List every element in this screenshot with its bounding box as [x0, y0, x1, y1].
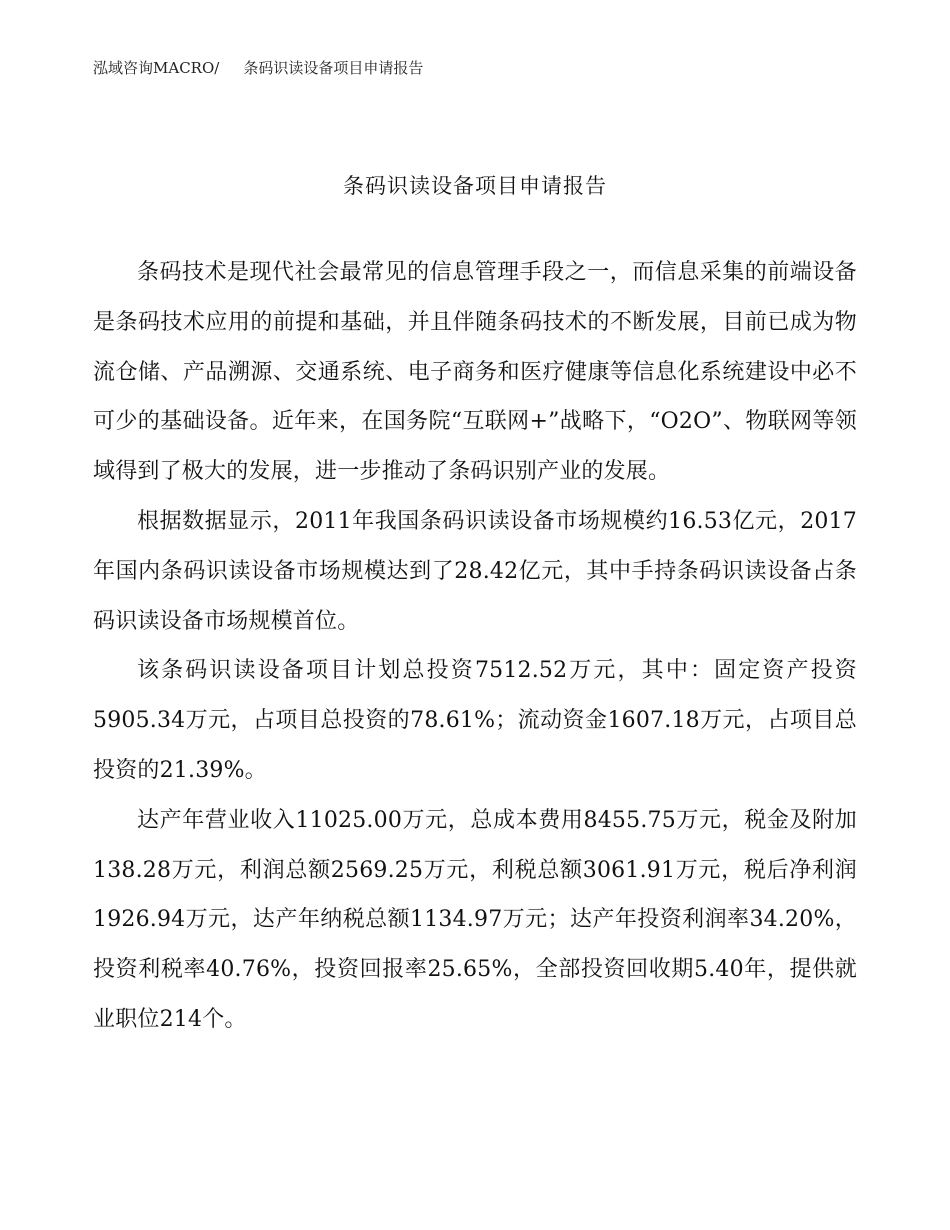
paragraph-market-size: 根据数据显示，2011年我国条码识读设备市场规模约16.53亿元，2017年国内条码识读设备市场规模达到了28.42亿元，其中手持条码识读设备占条码识读设备市场规模首位。 [93, 508, 857, 634]
paragraph-intro: 条码技术是现代社会最常见的信息管理手段之一，而信息采集的前端设备是条码技术应用的前提和基础，并且伴随条码技术的不断发展，目前已成为物流仓储、产品溯源、交通系统、电子商务和医疗健康等信息化系统建设中必不可少的基础设备。近年来，在国务院“互联网+”战略下，“O2O”、物联网等领域得到了极大的发展，进一步推动了条码识别产业的发展。 [93, 260, 857, 485]
running-header [93, 58, 423, 78]
document-body [93, 248, 857, 1045]
header-doc-title: 条码识读设备项目申请报告 [243, 59, 424, 77]
paragraph-financials: 达产年营业收入11025.00万元，总成本费用8455.75万元，税金及附加138.28万元，利润总额2569.25万元，利税总额3061.91万元，税后净利润1926.94万元，达产年纳税总额1134.97万元；达产年投资利润率34.20%，投资利税率40.76%，投资回报率25.65%，全部投资回收期5.40年，提供就业职位214个。 [93, 807, 857, 1032]
header-company: 泓域咨询MACRO/ [93, 59, 220, 77]
document-title: 条码识读设备项目申请报告 [343, 174, 607, 198]
paragraph-investment: 该条码识读设备项目计划总投资7512.52万元，其中：固定资产投资5905.34万元，占项目总投资的78.61%；流动资金1607.18万元，占项目总投资的21.39%。 [93, 658, 857, 783]
